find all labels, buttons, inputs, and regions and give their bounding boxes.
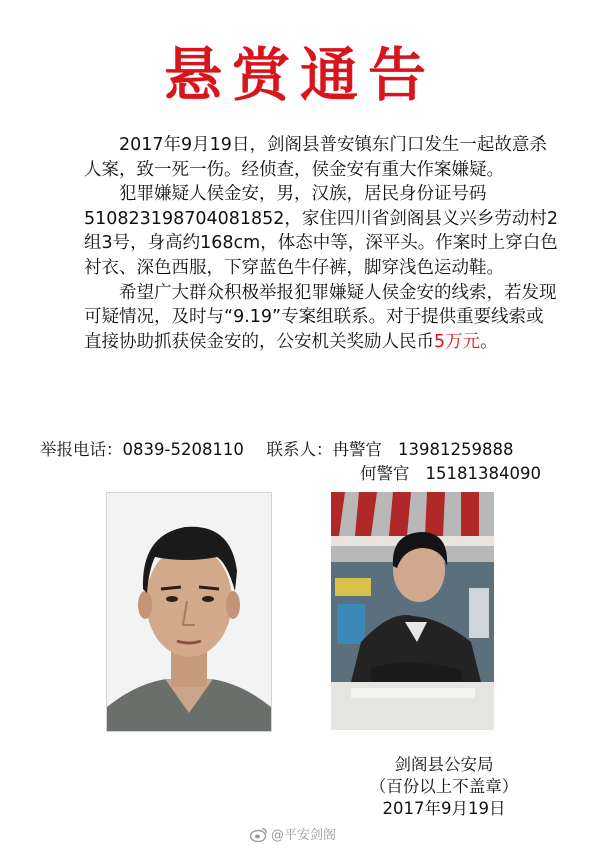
officer2-name: 何警官	[360, 464, 410, 483]
officer1-name: 冉警官	[332, 440, 382, 459]
suspect-portrait-photo	[106, 492, 272, 732]
watermark-text: @平安剑阁	[271, 828, 337, 843]
officer1-phone: 13981259888	[398, 440, 514, 459]
contact-row-1	[40, 438, 580, 462]
suspect-description: 犯罪嫌疑人侯金安，男，汉族，居民身份证号码510823198704081852，家住四川省剑阁县义兴乡劳动村2组3号，身高约168cm，体态中等，深平头。作案时上穿白色衬衣、深色西服，下穿蓝色牛仔裤，脚穿浅色运动鞋。	[84, 184, 559, 278]
reward-suffix: 。	[480, 331, 498, 352]
reward-amount: 5万元	[434, 331, 481, 352]
phone-label: 举报电话：	[40, 440, 123, 459]
suspect-portrait-image	[107, 493, 271, 731]
issue-date: 2017年9月19日	[382, 799, 506, 818]
case-description: 2017年9月19日，剑阁县普安镇东门口发生一起故意杀人案，致一死一伤。经侦查，侯金安有重大作案嫌疑。	[84, 135, 547, 180]
reward-text: 希望广大群众积极举报犯罪嫌疑人侯金安的线索，若发现可疑情况，及时与“9.19”专案组联系。对于提供重要线索或直接协助抓获侯金安的，公安机关奖励人民币	[84, 282, 557, 352]
issuing-agency: 剑阁县公安局	[394, 755, 494, 774]
notice-body	[84, 133, 560, 354]
contact-row-2	[40, 462, 580, 486]
issuer-block	[344, 754, 544, 820]
officer2-phone: 15181384090	[425, 464, 541, 483]
weibo-icon	[250, 827, 268, 842]
contact-label: 联系人：	[266, 440, 333, 459]
watermark	[250, 824, 390, 843]
suspect-candid-photo	[331, 492, 494, 730]
suspect-candid-image	[331, 492, 494, 730]
phone-number: 0839-5208110	[122, 440, 244, 459]
contact-info	[40, 438, 580, 486]
notice-title: 悬赏通告	[163, 41, 436, 109]
reward-paragraph	[84, 281, 560, 355]
stamp-note: （百份以上不盖章）	[369, 777, 519, 796]
